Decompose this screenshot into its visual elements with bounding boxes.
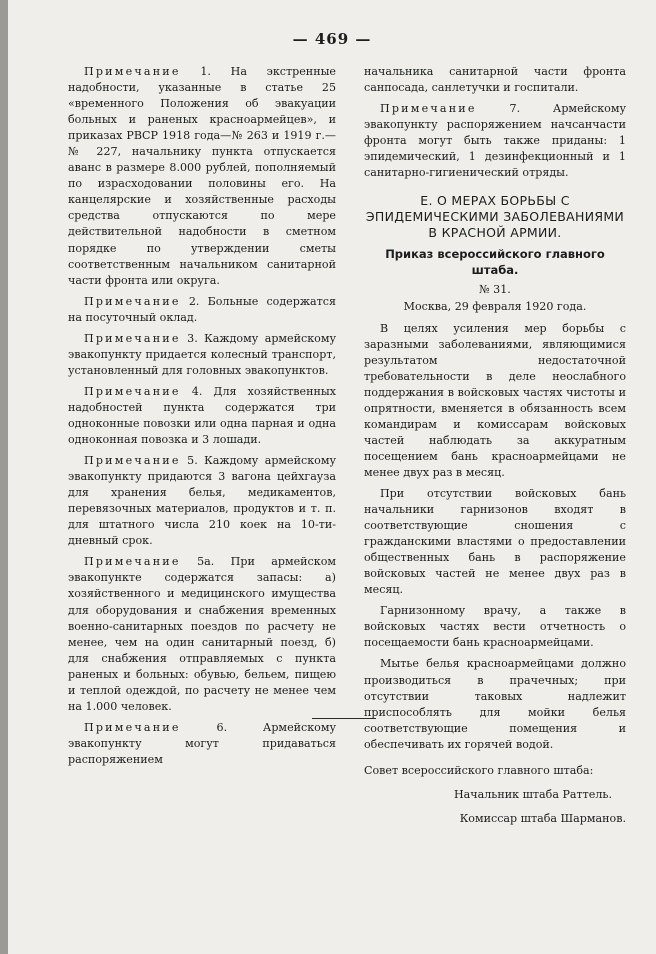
note-paragraph: [68, 294, 336, 326]
signature-council: Совет всероссийского главного штаба:: [364, 763, 594, 777]
left-column: [68, 64, 336, 773]
note-paragraph: [364, 101, 626, 181]
note-label: Примечание: [84, 720, 181, 734]
note-label: Примечание: [84, 65, 181, 78]
note-label: Примечание: [84, 555, 181, 569]
continuation-text: начальника санитарной части фронта санпосада, санлетучки и госпитали.: [364, 65, 626, 95]
note-paragraph: [68, 64, 336, 289]
note-text: 3. Каждому армейскому эвакопункту придается колесный транспорт, установленный для головных эвакопунктов.: [68, 331, 336, 377]
note-text: 5а. При армейском эвакопункте содержатся запасы: а) хозяйственного и медицинского имущества для оборудования и снабжения временных военно-санитарных поездов по расчету не менее, чем на один санитарный поезд, б) для снабжения отправляемых с пункта раненых и больных: обувью, бельем, пищею и теплой одеждой, по расчету не менее чем на 1.000 человек.: [68, 555, 336, 713]
place-date: Москва, 29 февраля 1920 года.: [403, 300, 587, 314]
signature-commissar: Комиссар штаба Шарманов.: [459, 811, 626, 825]
note-paragraph: [68, 554, 336, 714]
order-paragraph: При отсутствии войсковых бань начальники гарнизонов входят в соответствующие сношения с гражданскими властями о предоставлении общественных бань в распоряжение войсковых частей не менее двух раз в месяц.: [364, 486, 626, 597]
note-text: 7. Армейскому эвакопункту распоряжением начсанчасти фронта могут быть также приданы: 1 эпидемический, 1 дезинфекционный и 1 санитарно-гигиенический отряды.: [364, 102, 627, 180]
note-text: 2. Больные содержатся на посуточный оклад.: [68, 294, 337, 324]
end-rule: [312, 718, 376, 719]
order-paragraph: Гарнизонному врачу, а также в войсковых частях вести отчетность о посещаемости бань красноармейцами.: [364, 604, 626, 650]
section-title: Е. О МЕРАХ БОРЬБЫ С ЭПИДЕМИЧЕСКИМИ ЗАБОЛЕВАНИЯМИ В КРАСНОЙ АРМИИ.: [365, 193, 625, 241]
order-paragraph: В целях усиления мер борьбы с заразными заболеваниями, являющимися результатом недостаточной требовательности в деле неослабного поддержания в войсковых частях чистоты и опрятности, вменяется в обязанность всем командирам и комиссарам войсковых частей наблюдать за аккуратным посещением бань красноармейцами не менее двух раз в месяц.: [364, 321, 626, 479]
note-text: 6. Армейскому эвакопункту могут придаваться распоряжением: [68, 720, 337, 766]
right-column: [364, 64, 626, 835]
signature-block: [364, 763, 626, 827]
order-title: Приказ всероссийского главного штаба.: [385, 247, 605, 278]
note-paragraph: [68, 384, 336, 448]
note-label: Примечание: [84, 454, 181, 468]
page-number: — 469 —: [292, 30, 372, 48]
order-paragraph: Мытье белья красноармейцами должно производиться в прачечных; при отсутствии таковых надлежит приспособлять для мойки белья соответствующие помещения и обеспечивать их горячей водой.: [364, 657, 626, 751]
signature-chief: Начальник штаба Раттель.: [454, 787, 612, 801]
note-label: Примечание: [84, 384, 181, 398]
note-label: Примечание: [380, 102, 477, 116]
note-text: 5. Каждому армейскому эвакопункту придаются 3 вагона цейхгауза для хранения белья, медикаментов, перевязочных материалов, продуктов и т. п. для штатного числа 210 коек на 10-ти-дневный срок.: [68, 454, 336, 548]
note-text: 1. На экстренные надобности, указанные в статье 25 «временного Положения об эвакуации больных и раненых красноармейцев», и приказах РВСР 1918 года—№ 263 и 1919 г.—№ 227, начальнику пункта отпускается аванс в размере 8.000 рублей, пополняемый по израсходовании половины его. На канцелярские и хозяйственные расходы средства отпускаются по мере действительной надобности в сметном порядке по утверждении сметы соответственным начальником санитарной части фронта или округа.: [68, 65, 336, 287]
note-paragraph: [68, 331, 336, 379]
order-number: № 31.: [479, 283, 511, 297]
note-label: Примечание: [84, 331, 181, 345]
note-label: Примечание: [84, 294, 181, 308]
note-paragraph: [68, 720, 336, 768]
note-text: 4. Для хозяйственных надобностей пункта содержатся три одноконные повозки или одна парная и одна одноконная повозка и 3 лошади.: [68, 384, 336, 447]
note-paragraph: [68, 453, 336, 549]
